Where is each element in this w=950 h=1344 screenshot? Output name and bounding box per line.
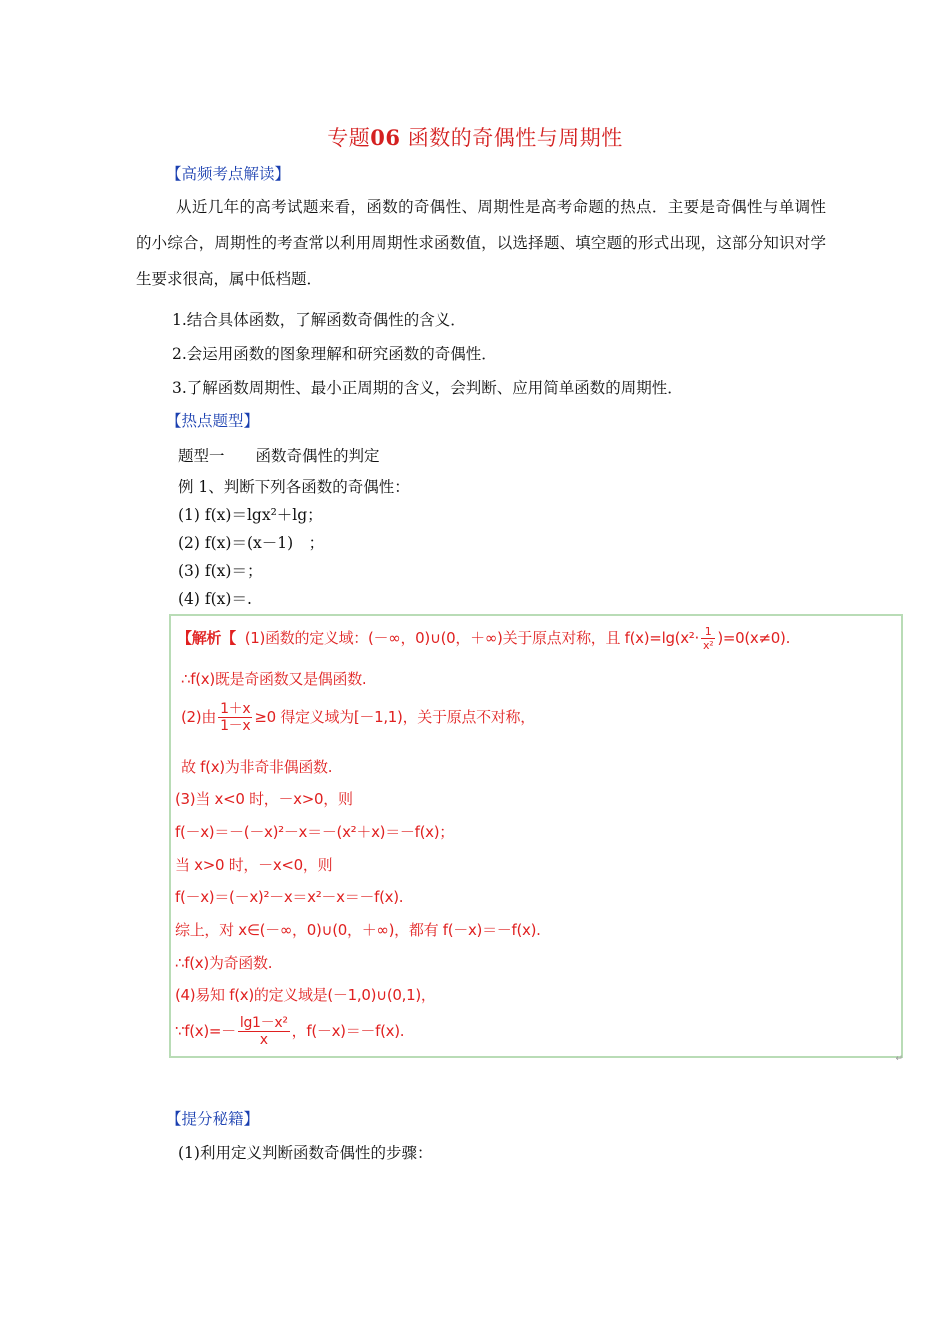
solution-line-11: (4)易知 f(x)的定义域是(－1,0)∪(0,1)， xyxy=(175,986,436,1004)
solution-line-4: 故 f(x)为非奇非偶函数. xyxy=(181,758,333,776)
section-heading-tips: 【提分秘籍】 xyxy=(166,1110,260,1128)
section-heading-hot: 【热点题型】 xyxy=(166,412,260,430)
example-item-4: (4) f(x)＝. xyxy=(178,590,252,608)
solution-line-12: ∵f(x)=－ $\frac{\text{lg1－x²}}{x}$ ，f(－x)＝－f(x). xyxy=(175,1015,405,1048)
intro-paragraph: 从近几年的高考试题来看，函数的奇偶性、周期性是高考命题的热点．主要是奇偶性与单调性的小综合，周期性的考查常以利用周期性求函数值，以选择题、填空题的形式出现，这部分知识对学生要求很高，属中低档题． xyxy=(136,198,826,288)
solution-line-6: f(－x)＝－(－x)²－x＝－(x²＋x)＝－f(x)； xyxy=(175,823,454,841)
solution-box xyxy=(169,614,903,1064)
fraction: $\frac{\text{lg1－x²}}{x}$ xyxy=(239,1015,288,1048)
solution-line-5: (3)当 x<0 时，－x>0，则 xyxy=(175,790,353,808)
section-heading-intro: 【高频考点解读】 xyxy=(166,165,291,183)
fraction: $\frac{1+x}{1-x}$ xyxy=(220,701,251,734)
solution-line-3: (2)由 $\frac{1+x}{1-x}$ ≥0 得定义域为[－1,1)，关于原点不对称， xyxy=(181,701,535,734)
point-3: 3.了解函数周期性、最小正周期的含义，会判断、应用简单函数的周期性． xyxy=(172,379,683,397)
point-1: 1.结合具体函数，了解函数奇偶性的含义． xyxy=(172,311,466,329)
tips-item-1: (1)利用定义判断函数奇偶性的步骤： xyxy=(178,1144,433,1162)
type-heading: 题型一 函数奇偶性的判定 xyxy=(178,447,380,465)
return-mark-icon: ↵ xyxy=(895,1054,903,1064)
solution-line-10: ∴f(x)为奇函数. xyxy=(175,954,273,972)
example-item-2: (2) f(x)＝(x－1) ； xyxy=(178,534,325,552)
fraction: $\frac{1}{\text{x²}}$ xyxy=(702,625,714,652)
point-2: 2.会运用函数的图象理解和研究函数的奇偶性． xyxy=(172,345,497,363)
solution-line-8: f(－x)＝(－x)²－x＝x²－x＝－f(x). xyxy=(175,888,404,906)
solution-line-2: ∴f(x)既是奇函数又是偶函数. xyxy=(181,670,367,688)
example-heading: 例 1、判断下列各函数的奇偶性： xyxy=(178,478,410,496)
solution-line-9: 综上，对 x∈(－∞，0)∪(0，＋∞)，都有 f(－x)＝－f(x). xyxy=(175,921,541,939)
solution-line-1: 【解析【 (1)函数的定义域：(－∞，0)∪(0，＋∞)关于原点对称，且 f(x)=lg(x²· $\frac{1}{\text{x²}}$ )=0(x≠0). xyxy=(177,625,791,652)
page-title: 专题06 函数的奇偶性与周期性 xyxy=(327,125,623,150)
example-item-1: (1) f(x)＝lgx²＋lg； xyxy=(178,506,323,524)
solution-line-7: 当 x>0 时，－x<0，则 xyxy=(175,856,333,874)
example-item-3: (3) f(x)＝； xyxy=(178,562,263,580)
